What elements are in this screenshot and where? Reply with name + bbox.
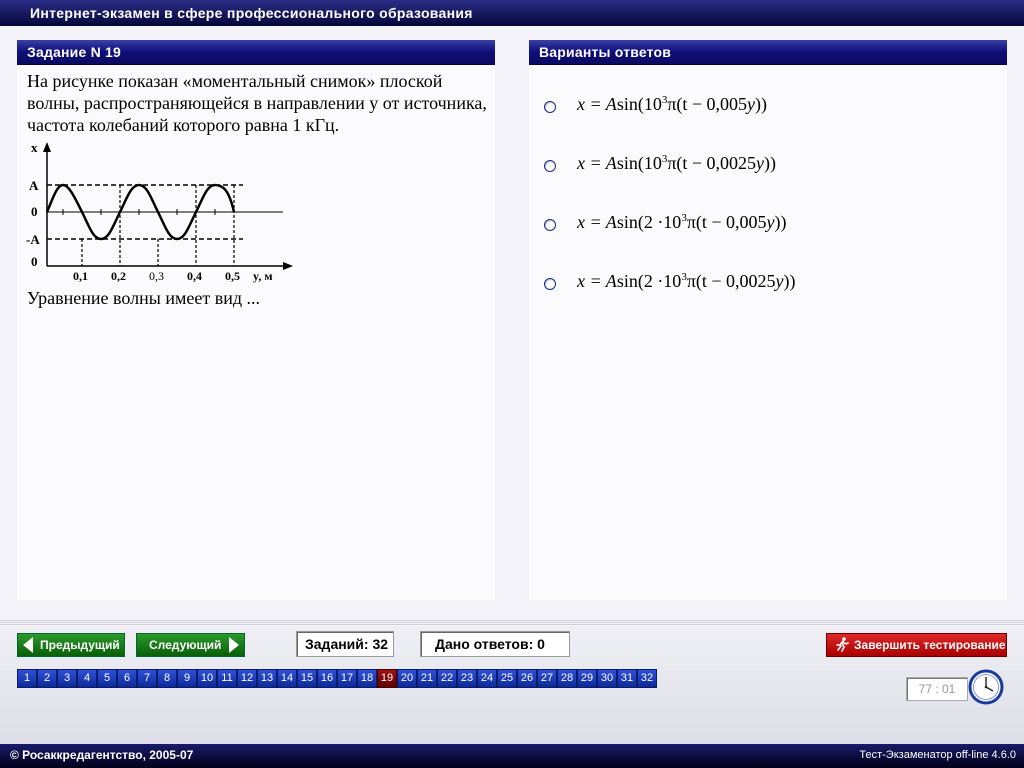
question-nav-item[interactable]: 16: [317, 669, 337, 688]
arrow-right-icon: [229, 637, 239, 653]
question-nav-item[interactable]: 3: [57, 669, 77, 688]
workspace: [0, 26, 1024, 620]
origin-label: 0: [31, 254, 38, 269]
tick-label: 0,1: [73, 269, 88, 283]
question-nav-item[interactable]: 12: [237, 669, 257, 688]
arrow-left-icon: [23, 637, 33, 653]
question-nav-item[interactable]: 1: [17, 669, 37, 688]
wave-graph: [25, 140, 295, 285]
app-title: Интернет-экзамен в сфере профессионального образования: [30, 5, 473, 21]
answer-formula: $x = Asin(10^3\pi(t - 0,0025y))$: [577, 153, 777, 173]
question-nav-item[interactable]: 25: [497, 669, 517, 688]
prev-label: Предыдущий: [40, 638, 120, 652]
question-nav-item[interactable]: 28: [557, 669, 577, 688]
question-nav-item[interactable]: 26: [517, 669, 537, 688]
question-nav-item[interactable]: 5: [97, 669, 117, 688]
question-nav-item[interactable]: 31: [617, 669, 637, 688]
question-nav-item[interactable]: 15: [297, 669, 317, 688]
level-label-a: A: [29, 178, 39, 193]
answered-count-label: Дано ответов: 0: [435, 636, 545, 652]
timer-display: 77 : 01: [906, 677, 968, 701]
divider: [0, 620, 1024, 626]
radio-button[interactable]: [544, 101, 556, 113]
question-nav-item[interactable]: 17: [337, 669, 357, 688]
question-panel: [17, 40, 495, 600]
question-nav-item[interactable]: 30: [597, 669, 617, 688]
answered-count: [420, 631, 570, 657]
question-nav-item[interactable]: 29: [577, 669, 597, 688]
next-label: Следующий: [149, 638, 222, 652]
version: Тест-Экзаменатор off-line 4.6.0: [859, 749, 1016, 761]
question-nav-item[interactable]: 18: [357, 669, 377, 688]
total-questions: [296, 631, 394, 657]
answer-formula: $x = Asin(2 \cdot 10^3\pi(t - 0,0025y))$: [577, 271, 796, 291]
question-nav-item[interactable]: 8: [157, 669, 177, 688]
next-button[interactable]: [136, 633, 245, 657]
tick-label: 0,5: [225, 269, 240, 283]
question-text: На рисунке показан «моментальный снимок» плоской волны, распространяющейся в направлении y от источника, частота колебаний которого равна 1 кГц.: [27, 71, 487, 135]
question-nav-item[interactable]: 9: [177, 669, 197, 688]
clock-icon: [968, 669, 1004, 705]
radio-button[interactable]: [544, 160, 556, 172]
running-man-icon: [835, 637, 849, 652]
answers-panel: [529, 40, 1007, 600]
answers-header: [529, 40, 1007, 65]
question-header: [17, 40, 495, 65]
question-nav-current[interactable]: 19: [377, 669, 397, 688]
question-nav-item[interactable]: 4: [77, 669, 97, 688]
question-nav-item[interactable]: 2: [37, 669, 57, 688]
question-nav-item[interactable]: 14: [277, 669, 297, 688]
question-nav-item[interactable]: 23: [457, 669, 477, 688]
status-bar: [0, 744, 1024, 768]
control-bar: [0, 620, 1024, 744]
tick-label: 0,4: [187, 269, 202, 283]
copyright: © Росаккредагентство, 2005-07: [10, 748, 194, 762]
tick-label: 0,2: [111, 269, 126, 283]
question-tail: Уравнение волны имеет вид ...: [27, 288, 261, 308]
question-nav-item[interactable]: 7: [137, 669, 157, 688]
level-label-zero: 0: [31, 204, 38, 219]
title-bar: [0, 0, 1024, 26]
y-axis-label: y, м: [253, 269, 273, 283]
question-nav-item[interactable]: 24: [477, 669, 497, 688]
question-nav-item[interactable]: 13: [257, 669, 277, 688]
question-nav-item[interactable]: 21: [417, 669, 437, 688]
finish-test-button[interactable]: [826, 633, 1007, 657]
radio-button[interactable]: [544, 278, 556, 290]
level-label-minus-a: -A: [26, 232, 40, 247]
question-nav-item[interactable]: 10: [197, 669, 217, 688]
prev-button[interactable]: [17, 633, 125, 657]
answer-formula: $x = Asin(10^3\pi(t - 0,005y))$: [577, 94, 768, 114]
question-nav-item[interactable]: 22: [437, 669, 457, 688]
x-axis-label: x: [31, 140, 38, 155]
finish-label: Завершить тестирование: [854, 638, 1006, 652]
question-nav-item[interactable]: 32: [637, 669, 657, 688]
question-nav-item[interactable]: 6: [117, 669, 137, 688]
tick-label: 0,3: [149, 269, 164, 283]
total-questions-label: Заданий: 32: [305, 636, 389, 652]
radio-button[interactable]: [544, 219, 556, 231]
answers-title: Варианты ответов: [539, 44, 672, 60]
answer-formula: $x = Asin(2 \cdot 10^3\pi(t - 0,005y))$: [577, 212, 787, 232]
question-number: Задание N 19: [27, 44, 121, 60]
question-nav-item[interactable]: 20: [397, 669, 417, 688]
question-nav-item[interactable]: 11: [217, 669, 237, 688]
question-nav-item[interactable]: 27: [537, 669, 557, 688]
